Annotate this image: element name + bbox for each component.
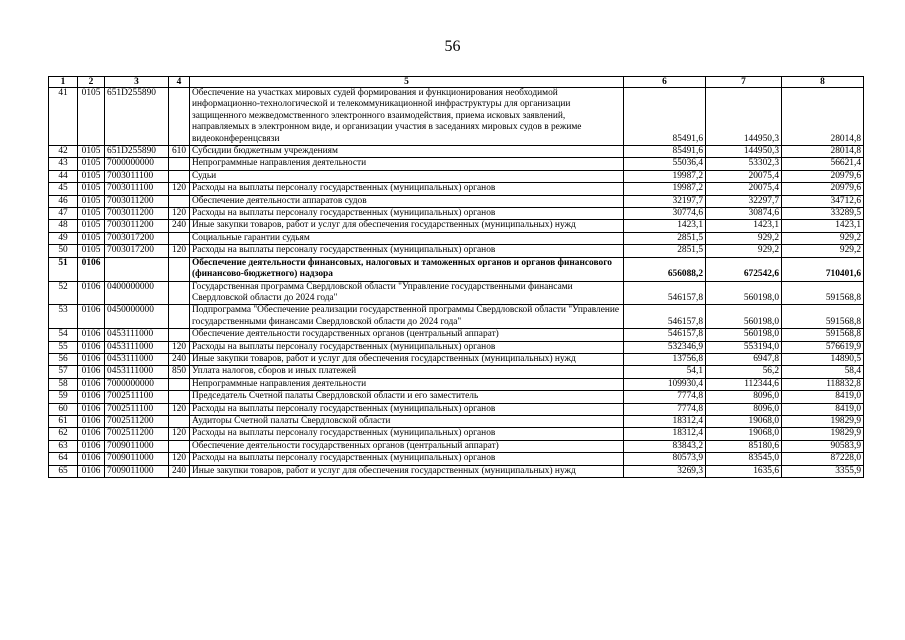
row-number-cell: 44: [49, 170, 78, 182]
amount-col7-cell: 30874,6: [706, 208, 782, 220]
target-code-cell: 7002511100: [105, 391, 169, 403]
section-code-cell: 0106: [78, 378, 105, 390]
table-row: [49, 170, 864, 182]
item-name-cell: Подпрограмма "Обеспечение реализации государственной программы Свердловской области "Управление государственными финансами Свердловской области до 2024 года": [190, 305, 624, 329]
expense-type-cell: 240: [169, 220, 190, 232]
item-name-cell: Непрограммные направления деятельности: [190, 158, 624, 170]
amount-col6-cell: 19987,2: [624, 183, 706, 195]
expense-type-cell: [169, 440, 190, 452]
section-code-cell: 0106: [78, 329, 105, 341]
amount-col8-cell: 118832,8: [782, 378, 864, 390]
expense-type-cell: [169, 391, 190, 403]
table-row: [49, 465, 864, 477]
amount-col6-cell: 109930,4: [624, 378, 706, 390]
amount-col6-cell: 3269,3: [624, 465, 706, 477]
table-row: [49, 183, 864, 195]
amount-col6-cell: 1423,1: [624, 220, 706, 232]
amount-col8-cell: 19829,9: [782, 428, 864, 440]
section-code-cell: 0105: [78, 183, 105, 195]
item-name-cell: Обеспечение деятельности финансовых, налоговых и таможенных органов и органов финансового (финансово-бюджетного) надзора: [190, 257, 624, 281]
row-number-cell: 60: [49, 403, 78, 415]
amount-col7-cell: 83545,0: [706, 453, 782, 465]
table-row: [49, 378, 864, 390]
target-code-cell: 7003017200: [105, 232, 169, 244]
amount-col8-cell: 591568,8: [782, 281, 864, 305]
row-number-cell: 54: [49, 329, 78, 341]
amount-col8-cell: 14890,5: [782, 353, 864, 365]
amount-col8-cell: 58,4: [782, 366, 864, 378]
amount-col6-cell: 80573,9: [624, 453, 706, 465]
item-name-cell: Расходы на выплаты персоналу государственных (муниципальных) органов: [190, 453, 624, 465]
amount-col7-cell: 929,2: [706, 245, 782, 257]
amount-col8-cell: 576619,9: [782, 341, 864, 353]
section-code-cell: 0106: [78, 257, 105, 281]
amount-col7-cell: 560198,0: [706, 329, 782, 341]
item-name-cell: Расходы на выплаты персоналу государственных (муниципальных) органов: [190, 183, 624, 195]
section-code-cell: 0105: [78, 88, 105, 146]
row-number-cell: 52: [49, 281, 78, 305]
amount-col6-cell: 532346,9: [624, 341, 706, 353]
amount-col7-cell: 85180,6: [706, 440, 782, 452]
item-name-cell: Расходы на выплаты персоналу государственных (муниципальных) органов: [190, 403, 624, 415]
amount-col8-cell: 591568,8: [782, 305, 864, 329]
target-code-cell: 7003011100: [105, 170, 169, 182]
target-code-cell: 7003011200: [105, 220, 169, 232]
amount-col6-cell: 32197,7: [624, 195, 706, 207]
target-code-cell: 7003017200: [105, 245, 169, 257]
row-number-cell: 61: [49, 415, 78, 427]
amount-col8-cell: 28014,8: [782, 146, 864, 158]
table-row: [49, 158, 864, 170]
amount-col8-cell: 929,2: [782, 232, 864, 244]
item-name-cell: Иные закупки товаров, работ и услуг для обеспечения государственных (муниципальных) нужд: [190, 465, 624, 477]
expense-type-cell: [169, 305, 190, 329]
target-code-cell: [105, 257, 169, 281]
section-code-cell: 0105: [78, 208, 105, 220]
table-row: [49, 341, 864, 353]
table-row: [49, 220, 864, 232]
amount-col8-cell: 90583,9: [782, 440, 864, 452]
row-number-cell: 47: [49, 208, 78, 220]
amount-col6-cell: 13756,8: [624, 353, 706, 365]
item-name-cell: Иные закупки товаров, работ и услуг для обеспечения государственных (муниципальных) нужд: [190, 353, 624, 365]
amount-col8-cell: 28014,8: [782, 88, 864, 146]
expense-type-cell: [169, 232, 190, 244]
header-cell: 2: [78, 77, 105, 88]
amount-col8-cell: 20979,6: [782, 183, 864, 195]
amount-col8-cell: 8419,0: [782, 391, 864, 403]
amount-col7-cell: 19068,0: [706, 415, 782, 427]
row-number-cell: 50: [49, 245, 78, 257]
amount-col6-cell: 2851,5: [624, 232, 706, 244]
target-code-cell: 0453111000: [105, 353, 169, 365]
item-name-cell: Расходы на выплаты персоналу государственных (муниципальных) органов: [190, 428, 624, 440]
target-code-cell: 0400000000: [105, 281, 169, 305]
header-cell: 7: [706, 77, 782, 88]
table-row: [49, 329, 864, 341]
amount-col8-cell: 33289,5: [782, 208, 864, 220]
item-name-cell: Расходы на выплаты персоналу государственных (муниципальных) органов: [190, 208, 624, 220]
item-name-cell: Обеспечение деятельности государственных органов (центральный аппарат): [190, 329, 624, 341]
expense-type-cell: 120: [169, 208, 190, 220]
expense-type-cell: [169, 415, 190, 427]
target-code-cell: 0453111000: [105, 341, 169, 353]
header-cell: 3: [105, 77, 169, 88]
table-row: [49, 440, 864, 452]
section-code-cell: 0105: [78, 232, 105, 244]
row-number-cell: 48: [49, 220, 78, 232]
item-name-cell: Непрограммные направления деятельности: [190, 378, 624, 390]
amount-col6-cell: 19987,2: [624, 170, 706, 182]
amount-col6-cell: 85491,6: [624, 146, 706, 158]
section-code-cell: 0106: [78, 440, 105, 452]
item-name-cell: Обеспечение на участках мировых судей формирования и функционирования необходимой информационно-технологической и телекоммуникационной инфраструктуры для организации защищенного межведомственного электронного взаимодействия, приема исковых заявлений, направляемых в электронном виде, и организации участия в заседаниях мировых судов в режиме видеоконференцсвязи: [190, 88, 624, 146]
table-row: [49, 391, 864, 403]
target-code-cell: 7002511100: [105, 403, 169, 415]
table-row: [49, 146, 864, 158]
target-code-cell: 7009011000: [105, 453, 169, 465]
expense-type-cell: 120: [169, 453, 190, 465]
row-number-cell: 59: [49, 391, 78, 403]
row-number-cell: 53: [49, 305, 78, 329]
row-number-cell: 43: [49, 158, 78, 170]
section-code-cell: 0105: [78, 245, 105, 257]
table-body: [49, 88, 864, 478]
target-code-cell: 0453111000: [105, 329, 169, 341]
target-code-cell: 7009011000: [105, 465, 169, 477]
target-code-cell: 7000000000: [105, 158, 169, 170]
row-number-cell: 62: [49, 428, 78, 440]
expense-type-cell: 120: [169, 245, 190, 257]
amount-col7-cell: 8096,0: [706, 403, 782, 415]
amount-col7-cell: 112344,6: [706, 378, 782, 390]
row-number-cell: 55: [49, 341, 78, 353]
row-number-cell: 56: [49, 353, 78, 365]
section-code-cell: 0106: [78, 353, 105, 365]
row-number-cell: 45: [49, 183, 78, 195]
item-name-cell: Социальные гарантии судьям: [190, 232, 624, 244]
table-row: [49, 208, 864, 220]
row-number-cell: 64: [49, 453, 78, 465]
amount-col7-cell: 144950,3: [706, 88, 782, 146]
amount-col7-cell: 19068,0: [706, 428, 782, 440]
target-code-cell: 651D255890: [105, 88, 169, 146]
section-code-cell: 0105: [78, 170, 105, 182]
table-row: [49, 453, 864, 465]
table-row: [49, 428, 864, 440]
expense-type-cell: [169, 281, 190, 305]
target-code-cell: 651D255890: [105, 146, 169, 158]
item-name-cell: Председатель Счетной палаты Свердловской области и его заместитель: [190, 391, 624, 403]
target-code-cell: 7000000000: [105, 378, 169, 390]
item-name-cell: Государственная программа Свердловской области "Управление государственными финансами Свердловской области до 2024 года": [190, 281, 624, 305]
amount-col7-cell: 20075,4: [706, 183, 782, 195]
amount-col6-cell: 546157,8: [624, 305, 706, 329]
section-code-cell: 0105: [78, 220, 105, 232]
amount-col6-cell: 55036,4: [624, 158, 706, 170]
expense-type-cell: 240: [169, 465, 190, 477]
amount-col6-cell: 546157,8: [624, 281, 706, 305]
amount-col8-cell: 1423,1: [782, 220, 864, 232]
header-cell: 6: [624, 77, 706, 88]
row-number-cell: 49: [49, 232, 78, 244]
header-cell: 8: [782, 77, 864, 88]
expense-type-cell: [169, 257, 190, 281]
target-code-cell: 7003011200: [105, 195, 169, 207]
section-code-cell: 0106: [78, 415, 105, 427]
section-code-cell: 0105: [78, 146, 105, 158]
amount-col6-cell: 54,1: [624, 366, 706, 378]
row-number-cell: 63: [49, 440, 78, 452]
amount-col6-cell: 2851,5: [624, 245, 706, 257]
target-code-cell: 7003011100: [105, 183, 169, 195]
amount-col7-cell: 6947,8: [706, 353, 782, 365]
expense-type-cell: [169, 158, 190, 170]
amount-col8-cell: 19829,9: [782, 415, 864, 427]
header-cell: 4: [169, 77, 190, 88]
table-row: [49, 415, 864, 427]
table-row: [49, 195, 864, 207]
amount-col7-cell: 56,2: [706, 366, 782, 378]
item-name-cell: Обеспечение деятельности государственных органов (центральный аппарат): [190, 440, 624, 452]
amount-col6-cell: 18312,4: [624, 428, 706, 440]
table-row: [49, 403, 864, 415]
amount-col6-cell: 7774,8: [624, 403, 706, 415]
amount-col8-cell: 87228,0: [782, 453, 864, 465]
row-number-cell: 51: [49, 257, 78, 281]
amount-col6-cell: 85491,6: [624, 88, 706, 146]
expense-type-cell: 240: [169, 353, 190, 365]
amount-col7-cell: 8096,0: [706, 391, 782, 403]
target-code-cell: 0453111000: [105, 366, 169, 378]
table-row: [49, 353, 864, 365]
amount-col7-cell: 929,2: [706, 232, 782, 244]
amount-col8-cell: 8419,0: [782, 403, 864, 415]
amount-col7-cell: 553194,0: [706, 341, 782, 353]
amount-col7-cell: 20075,4: [706, 170, 782, 182]
amount-col6-cell: 7774,8: [624, 391, 706, 403]
amount-col6-cell: 546157,8: [624, 329, 706, 341]
row-number-cell: 46: [49, 195, 78, 207]
expense-type-cell: [169, 88, 190, 146]
row-number-cell: 57: [49, 366, 78, 378]
item-name-cell: Обеспечение деятельности аппаратов судов: [190, 195, 624, 207]
header-cell: 1: [49, 77, 78, 88]
section-code-cell: 0106: [78, 281, 105, 305]
amount-col7-cell: 53302,3: [706, 158, 782, 170]
section-code-cell: 0106: [78, 465, 105, 477]
table-header-row: [49, 77, 864, 88]
page-number: 56: [444, 38, 461, 55]
item-name-cell: Расходы на выплаты персоналу государственных (муниципальных) органов: [190, 341, 624, 353]
expense-type-cell: 850: [169, 366, 190, 378]
section-code-cell: 0106: [78, 341, 105, 353]
amount-col8-cell: 3355,9: [782, 465, 864, 477]
row-number-cell: 58: [49, 378, 78, 390]
expense-type-cell: [169, 195, 190, 207]
section-code-cell: 0106: [78, 453, 105, 465]
expense-type-cell: [169, 378, 190, 390]
target-code-cell: 7003011200: [105, 208, 169, 220]
amount-col6-cell: 18312,4: [624, 415, 706, 427]
expense-type-cell: 120: [169, 403, 190, 415]
row-number-cell: 41: [49, 88, 78, 146]
target-code-cell: 7009011000: [105, 440, 169, 452]
table-row: [49, 281, 864, 305]
target-code-cell: 7002511200: [105, 428, 169, 440]
header-cell: 5: [190, 77, 624, 88]
item-name-cell: Аудиторы Счетной палаты Свердловской области: [190, 415, 624, 427]
section-code-cell: 0106: [78, 428, 105, 440]
section-code-cell: 0105: [78, 158, 105, 170]
item-name-cell: Субсидии бюджетным учреждениям: [190, 146, 624, 158]
table-row: [49, 88, 864, 146]
expense-type-cell: 120: [169, 183, 190, 195]
amount-col8-cell: 591568,8: [782, 329, 864, 341]
table-row: [49, 305, 864, 329]
section-code-cell: 0106: [78, 305, 105, 329]
budget-table: [48, 76, 864, 478]
amount-col8-cell: 34712,6: [782, 195, 864, 207]
amount-col8-cell: 20979,6: [782, 170, 864, 182]
target-code-cell: 7002511200: [105, 415, 169, 427]
row-number-cell: 65: [49, 465, 78, 477]
item-name-cell: Судьи: [190, 170, 624, 182]
amount-col7-cell: 144950,3: [706, 146, 782, 158]
table-row: [49, 245, 864, 257]
table-row: [49, 366, 864, 378]
section-code-cell: 0105: [78, 195, 105, 207]
amount-col8-cell: 929,2: [782, 245, 864, 257]
table-row: [49, 232, 864, 244]
amount-col8-cell: 710401,6: [782, 257, 864, 281]
table-row: [49, 257, 864, 281]
expense-type-cell: 120: [169, 341, 190, 353]
item-name-cell: Иные закупки товаров, работ и услуг для обеспечения государственных (муниципальных) нужд: [190, 220, 624, 232]
amount-col7-cell: 32297,7: [706, 195, 782, 207]
amount-col7-cell: 1423,1: [706, 220, 782, 232]
item-name-cell: Уплата налогов, сборов и иных платежей: [190, 366, 624, 378]
section-code-cell: 0106: [78, 391, 105, 403]
target-code-cell: 0450000000: [105, 305, 169, 329]
amount-col7-cell: 1635,6: [706, 465, 782, 477]
expense-type-cell: [169, 170, 190, 182]
amount-col7-cell: 672542,6: [706, 257, 782, 281]
amount-col7-cell: 560198,0: [706, 305, 782, 329]
amount-col6-cell: 30774,6: [624, 208, 706, 220]
section-code-cell: 0106: [78, 366, 105, 378]
amount-col6-cell: 656088,2: [624, 257, 706, 281]
section-code-cell: 0106: [78, 403, 105, 415]
amount-col8-cell: 56621,4: [782, 158, 864, 170]
expense-type-cell: [169, 329, 190, 341]
item-name-cell: Расходы на выплаты персоналу государственных (муниципальных) органов: [190, 245, 624, 257]
expense-type-cell: 120: [169, 428, 190, 440]
row-number-cell: 42: [49, 146, 78, 158]
expense-type-cell: 610: [169, 146, 190, 158]
amount-col7-cell: 560198,0: [706, 281, 782, 305]
amount-col6-cell: 83843,2: [624, 440, 706, 452]
